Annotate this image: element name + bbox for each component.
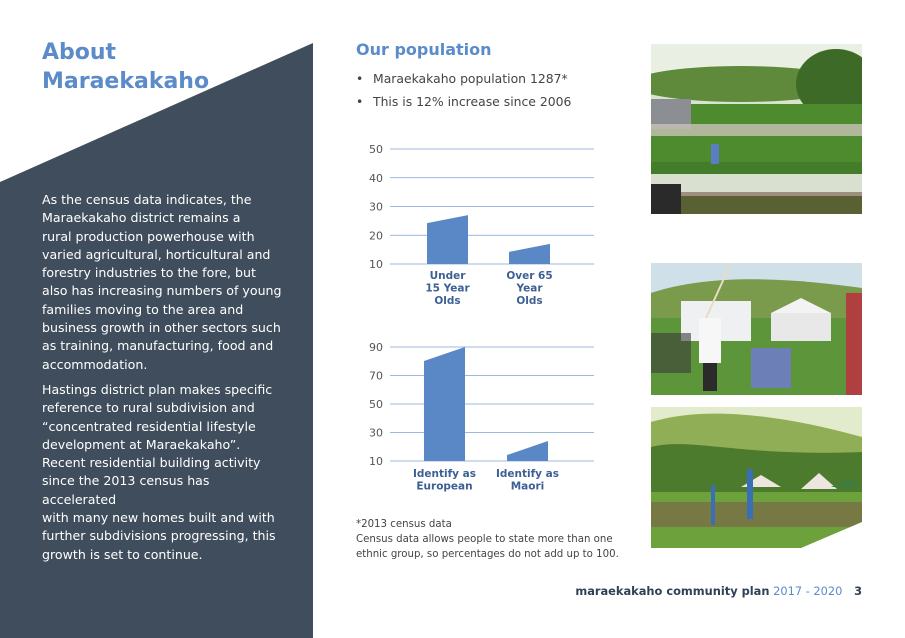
footnote-line: Census data allows people to state more than one (356, 534, 613, 545)
text-line: as training, manufacturing, food and (42, 338, 274, 354)
text-line: development at Maraekakaho”. (42, 436, 241, 452)
x-tick-label: European (416, 480, 473, 493)
text-line: Hastings district plan makes specific (42, 382, 273, 397)
text-line: growth is set to continue. (42, 546, 203, 562)
footer-years: 2017 - 2020 (773, 584, 843, 598)
y-tick-label: 10 (369, 455, 383, 468)
section-title: Our population (356, 40, 492, 59)
x-tick-label: 15 Year (425, 282, 470, 295)
footnote-line: ethnic group, so percentages do not add up to 100. (356, 549, 619, 560)
text-line: varied agricultural, horticultural and (42, 246, 271, 262)
x-tick-label: Olds (434, 295, 461, 307)
y-tick-label: 90 (369, 341, 383, 354)
page-number: 3 (854, 584, 862, 598)
bar (507, 441, 548, 461)
population-bullets (356, 70, 571, 116)
photo-gala-activity (651, 263, 862, 395)
body-paragraph-2 (42, 381, 282, 564)
y-tick-label: 70 (369, 369, 383, 383)
photo-gala-activity-image (651, 263, 862, 395)
page-title-line2: Maraekakaho (42, 69, 210, 94)
text-line: further subdivisions progressing, this (42, 528, 276, 544)
page-footer (575, 584, 862, 598)
text-line: As the census data indicates, the (42, 192, 252, 207)
photo-hills-tents-image (651, 407, 862, 548)
text-line: Recent residential building activity (42, 455, 261, 471)
footer-brand: maraekakaho community plan (575, 584, 770, 598)
ethnicity-chart (352, 335, 602, 500)
text-line: “concentrated residential lifestyle (42, 418, 256, 434)
y-tick-label: 40 (369, 171, 383, 185)
photo-crowd-field-image (651, 44, 862, 214)
page-title (42, 38, 209, 96)
y-tick-label: 50 (369, 398, 383, 411)
text-line: reference to rural subdivision and (42, 400, 255, 416)
y-tick-label: 10 (369, 258, 383, 271)
x-tick-label: Over 65 (506, 270, 553, 282)
text-line: with many new homes built and with (42, 510, 275, 526)
text-line: families moving to the area and (42, 301, 244, 317)
age-chart (352, 135, 602, 310)
x-tick-label: Under (429, 270, 466, 282)
x-tick-label: Maori (510, 480, 545, 493)
y-tick-label: 30 (369, 200, 383, 214)
y-tick-label: 30 (369, 426, 383, 440)
bullet-item: • Maraekakaho population 1287* (356, 70, 571, 93)
text-line: since the 2013 census has accelerated (42, 473, 210, 507)
x-tick-label: Olds (516, 295, 543, 307)
text-line: forestry industries to the fore, but (42, 265, 256, 281)
x-tick-label: Identify as (412, 468, 477, 480)
bullet-item: • This is 12% increase since 2006 (356, 93, 571, 116)
page-title-line1: About (42, 40, 117, 65)
y-tick-label: 20 (369, 229, 383, 243)
body-paragraph-1 (42, 191, 282, 374)
text-line: rural production powerhouse with (42, 228, 255, 244)
x-tick-label: Identify as (495, 468, 560, 480)
bar (424, 347, 465, 461)
footnote-line: *2013 census data (356, 519, 452, 530)
bar (427, 215, 468, 264)
text-line: also has increasing numbers of young (42, 283, 282, 299)
photo-hills-tents (651, 407, 862, 548)
text-line: business growth in other sectors such (42, 320, 281, 336)
text-line: Maraekakaho district remains a (42, 210, 241, 226)
y-tick-label: 50 (369, 143, 383, 156)
text-line: accommodation. (42, 356, 148, 372)
footnote (356, 517, 646, 562)
x-tick-label: Year (516, 282, 543, 295)
left-panel (0, 0, 313, 638)
photo-crowd-field (651, 44, 862, 214)
bar (509, 244, 550, 264)
